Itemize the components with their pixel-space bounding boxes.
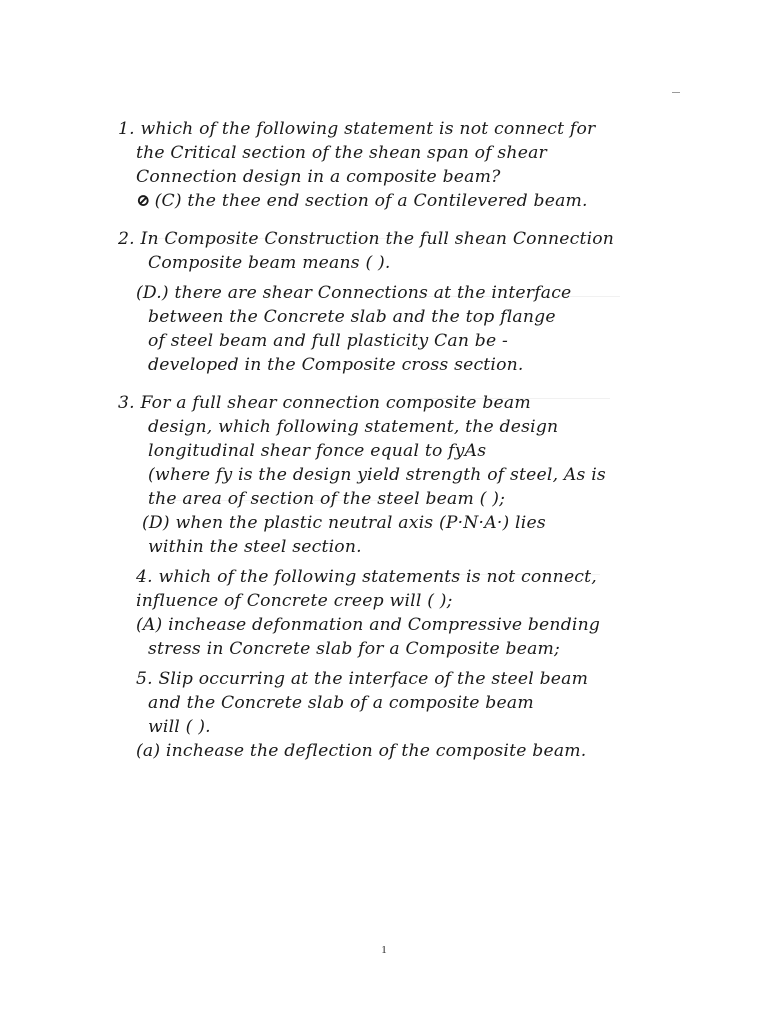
struck-out-mark: ⊘ [136,191,151,211]
question-1-line-3: Connection design in a composite beam? [136,167,501,187]
question-2-line-2: Composite beam means ( ). [148,253,391,273]
question-2 [118,228,688,378]
question-4-answer-line-1: (A) inchease defonmation and Compressive bending [136,615,601,635]
question-5-line-3: will ( ). [148,717,211,737]
question-2-answer-line-3: of steel beam and full plasticity Can be - [148,331,509,351]
question-3-line-5: the area of section of the steel beam ( ); [148,489,506,509]
question-5-line-1: 5. Slip occurring at the interface of the steel beam [136,669,589,689]
question-5-line-2: and the Concrete slab of a composite beam [148,693,534,713]
question-1-line-2: the Critical section of the shean span of shear [136,143,547,163]
question-2-answer-line-1: (D.) there are shear Connections at the interface [136,283,572,303]
question-3-line-4: (where fy is the design yield strength of steel, As is [148,465,606,485]
handwritten-answers [118,118,688,764]
question-3 [118,392,688,560]
question-4-line-1: 4. which of the following statements is not connect, [136,567,597,587]
question-1 [118,118,688,214]
question-3-line-2: design, which following statement, the design [148,417,559,437]
question-2-answer-line-2: between the Concrete slab and the top flange [148,307,556,327]
question-3-answer-line-2: within the steel section. [148,537,362,557]
question-5 [118,668,688,764]
question-4-answer-line-2: stress in Concrete slab for a Composite beam; [148,639,561,659]
question-3-line-1: 3. For a full shear connection composite beam [118,393,531,413]
question-2-answer-line-4: developed in the Composite cross section. [148,355,524,375]
page-number: 1 [381,944,387,956]
question-1-line-1: 1. which of the following statement is not connect for [118,119,596,139]
question-5-answer-line-1: (a) inchease the deflection of the composite beam. [136,741,587,761]
question-3-answer-line-1: (D) when the plastic neutral axis (P·N·A·) lies [142,513,546,533]
question-1-answer-text: (C) the thee end section of a Contilevered beam. [154,191,588,211]
question-1-answer [118,190,688,214]
question-4-line-2: influence of Concrete creep will ( ); [136,591,453,611]
question-2-line-1: 2. In Composite Construction the full shean Connection [118,229,615,249]
question-4 [118,566,688,662]
question-3-line-3: longitudinal shear fonce equal to fyAs [148,441,487,461]
